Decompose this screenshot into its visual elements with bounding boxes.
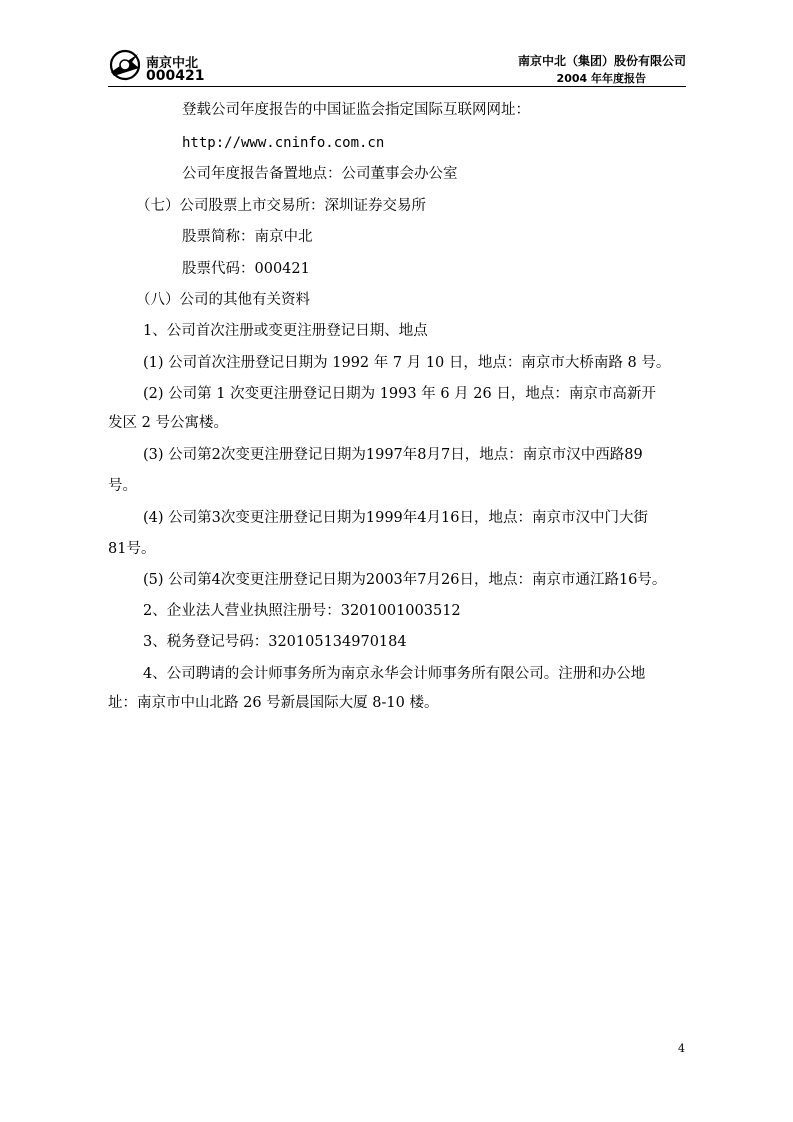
registration-2-line2: 发区 2 号公寓楼。	[108, 415, 228, 431]
section-8-title: （八）公司的其他有关资料	[136, 292, 310, 308]
page-header	[108, 46, 686, 87]
company-logo-icon	[108, 48, 142, 82]
header-company-short-name: 南京中北	[146, 56, 199, 71]
report-archive-location: 公司年度报告备置地点：公司董事会办公室	[182, 166, 458, 182]
stock-short-name: 股票简称：南京中北	[182, 229, 313, 245]
registration-4-line1: (4) 公司第3次变更注册登记日期为1999年4月16日，地点：南京市汉中门大街	[143, 510, 648, 526]
item-3-tax-registration: 3、税务登记号码：320105134970184	[143, 634, 407, 650]
registration-5: (5) 公司第4次变更注册登记日期为2003年7月26日，地点：南京市通江路16号。	[143, 572, 667, 588]
header-report-title: 2004 年年度报告	[556, 72, 646, 85]
website-url: http://www.cninfo.com.cn	[182, 135, 385, 151]
header-stock-code: 000421	[146, 68, 205, 84]
header-company-full-name: 南京中北（集团）股份有限公司	[517, 54, 686, 68]
registration-3-line1: (3) 公司第2次变更注册登记日期为1997年8月7日，地点：南京市汉中西路89	[143, 447, 643, 463]
item-4-accounting-firm-line2: 址：南京市中山北路 26 号新晨国际大厦 8-10 楼。	[108, 695, 439, 711]
item-1-title: 1、公司首次注册或变更注册登记日期、地点	[143, 323, 428, 339]
item-4-accounting-firm-line1: 4、公司聘请的会计师事务所为南京永华会计师事务所有限公司。注册和办公地	[143, 666, 646, 682]
website-label: 登载公司年度报告的中国证监会指定国际互联网网址：	[182, 102, 530, 118]
registration-1: (1) 公司首次注册登记日期为 1992 年 7 月 10 日，地点：南京市大桥南路 8 号。	[143, 355, 671, 371]
registration-3-line2: 号。	[108, 478, 137, 494]
page-number: 4	[678, 1042, 685, 1055]
stock-code: 股票代码：000421	[182, 261, 310, 277]
item-2-business-license: 2、企业法人营业执照注册号：3201001003512	[143, 603, 461, 619]
section-7-exchange: （七）公司股票上市交易所：深圳证券交易所	[136, 198, 426, 214]
registration-4-line2: 81号。	[108, 541, 156, 557]
registration-2-line1: (2) 公司第 1 次变更注册登记日期为 1993 年 6 月 26 日，地点：南京市高新开	[143, 386, 656, 402]
